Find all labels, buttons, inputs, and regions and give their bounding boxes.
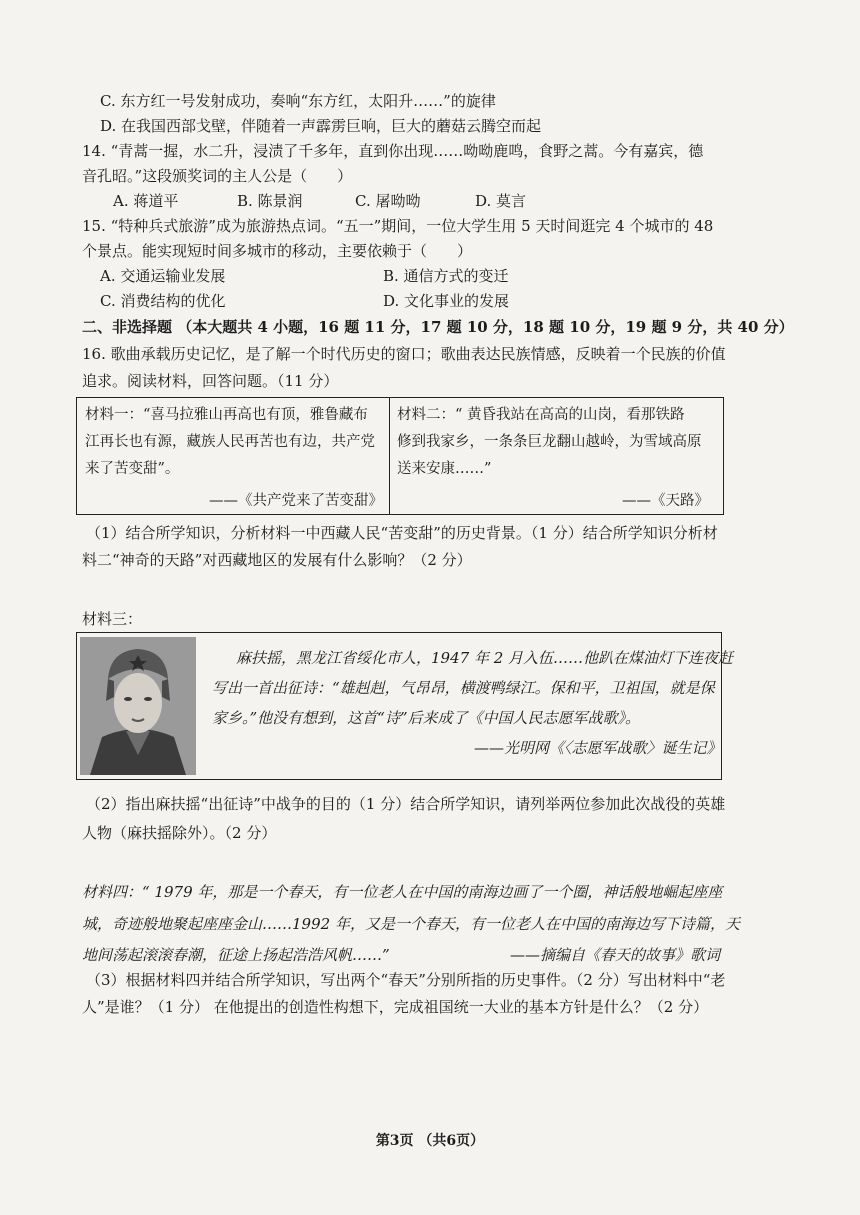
material-3-line: 家乡。”他没有想到，这首“诗”后来成了《中国人民志愿军战歌》。	[212, 709, 641, 727]
q16-sub3-line2: 人”是谁？（1 分） 在他提出的创造性构想下，完成祖国统一大业的基本方针是什么？（2 分）	[82, 998, 709, 1016]
q14-stem-line1: 14. “青蒿一握，水二升，浸渍了千多年，直到你出现……呦呦鹿鸣，食野之蒿。今有嘉宾，德	[82, 142, 704, 160]
material-4-source: ——摘编自《春天的故事》歌词	[510, 946, 721, 964]
q16-intro-line2: 追求。阅读材料，回答问题。（11 分）	[82, 372, 339, 390]
q16-sub3-line1: （3）根据材料四并结合所学知识，写出两个“春天”分别所指的历史事件。（2 分）写出材料中“老	[86, 971, 726, 989]
q15-stem-line1: 15. “特种兵式旅游”成为旅游热点词。“五一”期间，一位大学生用 5 天时间逛完 4 个城市的 48	[82, 217, 714, 235]
q13-option-d: D. 在我国西部戈壁，伴随着一声霹雳巨响，巨大的蘑菇云腾空而起	[100, 117, 542, 135]
q14-option-b: B. 陈景润	[237, 192, 303, 210]
material-2-source: ——《天路》	[622, 493, 709, 509]
q15-option-d: D. 文化事业的发展	[383, 292, 510, 310]
q14-stem-line2: 音孔昭。”这段颁奖词的主人公是（ ）	[82, 167, 353, 185]
material-4-line1: 材料四：“ 1979 年，那是一个春天，有一位老人在中国的南海边画了一个圈，神话般地崛起座座	[82, 883, 723, 901]
material-1-source: ——《共产党来了苦变甜》	[209, 493, 383, 509]
material-1-text	[85, 402, 385, 483]
q16-sub1-line2: 料二“神奇的天路”对西藏地区的发展有什么影响？（2 分）	[82, 551, 472, 569]
material-2-line: 材料二：“ 黄昏我站在高高的山岗，看那铁路	[397, 407, 685, 423]
section-heading: 二、非选择题 （本大题共 4 小题，16 题 11 分，17 题 10 分，18 题 10 分，19 题 9 分，共 40 分）	[82, 318, 794, 336]
q15-option-b: B. 通信方式的变迁	[383, 267, 509, 285]
q13-option-c: C. 东方红一号发射成功，奏响“东方红，太阳升……”的旋律	[100, 92, 496, 110]
material-4-line2: 城，奇迹般地聚起座座金山……1992 年，又是一个春天，有一位老人在中国的南海边写下诗篇，天	[82, 915, 740, 933]
q16-sub2-line2: 人物（麻扶摇除外）。（2 分）	[82, 824, 277, 842]
material-2-line: 送来安康……”	[397, 461, 492, 477]
material-3-text	[212, 643, 733, 733]
material-3-label: 材料三：	[82, 610, 143, 628]
page-number: 第3页 （共6页）	[375, 1133, 485, 1149]
q16-sub1-line1: （1）结合所学知识，分析材料一中西藏人民“苦变甜”的历史背景。（1 分）结合所学知识分析材	[86, 524, 718, 542]
material-3-line: 麻扶摇，黑龙江省绥化市人，1947 年 2 月入伍……他趴在煤油灯下连夜赶	[236, 649, 734, 667]
portrait-photo-image	[80, 637, 196, 775]
q15-option-a: A. 交通运输业发展	[100, 267, 226, 285]
materials-table	[76, 397, 724, 515]
material-2-line: 修到我家乡，一条条巨龙翻山越岭，为雪域高原	[397, 434, 702, 450]
material-3-source: ——光明网《〈志愿军战歌〉诞生记》	[474, 739, 722, 757]
material-1-line: 江再长也有源，藏族人民再苦也有边，共产党	[85, 434, 375, 450]
q16-sub2-line1: （2）指出麻扶摇“出征诗”中战争的目的（1 分）结合所学知识，请列举两位参加此次战役的英雄	[86, 795, 726, 813]
portrait-photo	[80, 637, 196, 775]
material-1-line: 材料一：“喜马拉雅山再高也有顶，雅鲁藏布	[85, 407, 368, 423]
material-3-line: 写出一首出征诗：“雄赳赳，气昂昂，横渡鸭绿江。保和平，卫祖国，就是保	[212, 679, 715, 697]
table-divider	[389, 398, 390, 514]
q16-intro-line1: 16. 歌曲承载历史记忆，是了解一个时代历史的窗口；歌曲表达民族情感，反映着一个民族的价值	[82, 345, 726, 363]
material-2-text	[397, 402, 719, 483]
material-4-line3: 地间荡起滚滚春潮，征途上扬起浩浩风帆……”	[82, 946, 390, 964]
q14-option-d: D. 莫言	[475, 192, 527, 210]
q14-option-a: A. 蒋道平	[113, 192, 179, 210]
q14-option-c: C. 屠呦呦	[355, 192, 421, 210]
q15-option-c: C. 消费结构的优化	[100, 292, 226, 310]
q15-stem-line2: 个景点。能实现短时间多城市的移动，主要依赖于（ ）	[82, 242, 473, 260]
material-1-line: 来了苦变甜”。	[85, 461, 180, 477]
